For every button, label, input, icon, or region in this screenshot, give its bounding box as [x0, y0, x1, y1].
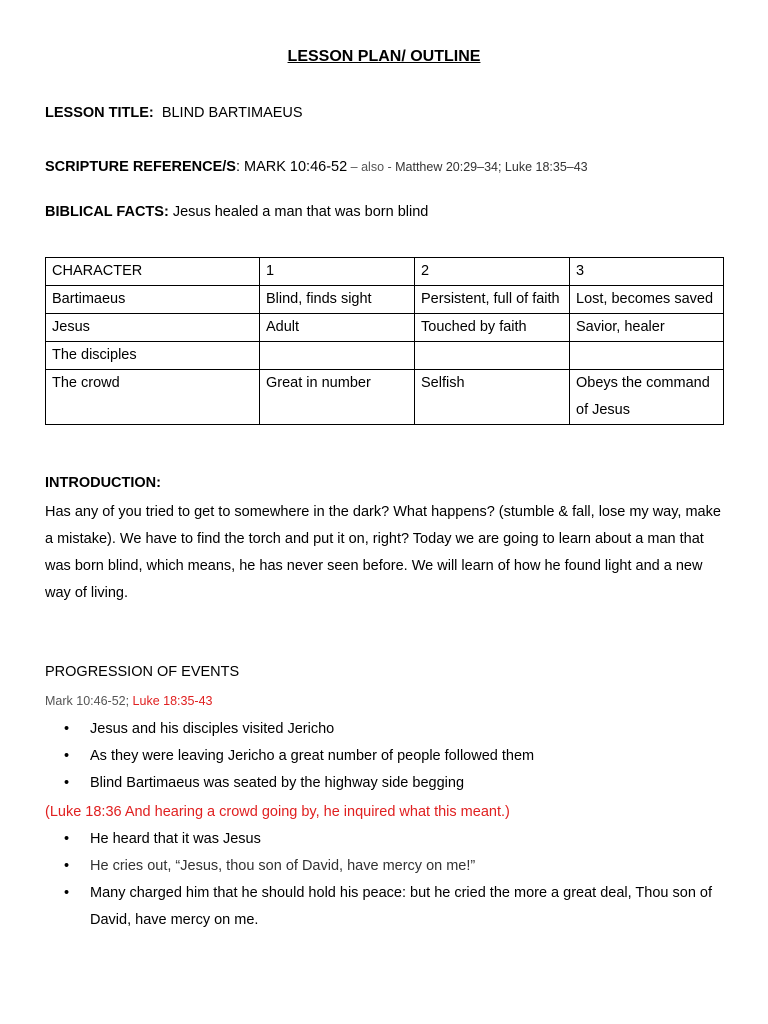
progression-ref-luke: Luke 18:35-43 — [132, 694, 213, 708]
table-cell: Savior, healer — [570, 314, 724, 342]
table-cell — [570, 342, 724, 370]
table-cell: Persistent, full of faith — [415, 286, 570, 314]
introduction-text: Has any of you tried to get to somewhere in the dark? What happens? (stumble & fall, lose my way, make a mistake). We have to find the torch and put it on, right? Today we are going to learn about a man that was born blind, which means, he has never seen before. We will learn of how he found light and a new way of living. — [45, 504, 721, 601]
table-header-row — [46, 258, 724, 286]
introduction-label: INTRODUCTION: — [45, 475, 161, 491]
lesson-title-value: BLIND BARTIMAEUS — [161, 105, 303, 121]
table-header-cell: CHARACTER — [46, 258, 260, 286]
table-row — [46, 314, 724, 342]
list-item-text: He cries out, “Jesus, thou son of David, have mercy on me!” — [90, 858, 476, 874]
table-cell: The crowd — [46, 370, 260, 425]
scripture-value: : MARK 10:46-52 — [235, 159, 348, 175]
list-item-text: Many charged him that he should hold his peace: but he cried the more a great deal, Thou son of David, have mercy on me. — [90, 885, 713, 928]
table-cell: Great in number — [260, 370, 415, 425]
bullet-icon: • — [64, 885, 70, 901]
list-item — [45, 716, 735, 743]
bullet-icon: • — [64, 858, 70, 874]
lesson-title-label: LESSON TITLE: — [45, 105, 154, 121]
table-cell: Adult — [260, 314, 415, 342]
table-cell: Jesus — [46, 314, 260, 342]
bullet-icon: • — [64, 721, 70, 737]
table-cell: Selfish — [415, 370, 570, 425]
table-row — [46, 286, 724, 314]
biblical-facts-label: BIBLICAL FACTS: — [45, 204, 169, 220]
bullet-icon: • — [64, 775, 70, 791]
table-cell — [415, 342, 570, 370]
progression-reference — [45, 694, 212, 708]
bullet-icon: • — [64, 831, 70, 847]
scripture-also: – also - — [347, 160, 396, 174]
list-item-text: He heard that it was Jesus — [90, 831, 261, 847]
events-list-b — [45, 826, 735, 934]
events-list-a — [45, 716, 735, 797]
scripture-label: SCRIPTURE REFERENCE/S — [45, 159, 236, 175]
table-header-cell: 1 — [260, 258, 415, 286]
list-item — [45, 743, 735, 770]
table-cell: Obeys the command of Jesus — [570, 370, 724, 425]
table-row — [46, 342, 724, 370]
table-cell: Touched by faith — [415, 314, 570, 342]
list-item — [45, 770, 735, 797]
table-header-cell: 3 — [570, 258, 724, 286]
list-item-text: As they were leaving Jericho a great number of people followed them — [90, 748, 535, 764]
character-table — [45, 257, 724, 425]
list-item — [45, 880, 735, 934]
red-note: (Luke 18:36 And hearing a crowd going by, he inquired what this meant.) — [45, 804, 510, 820]
lesson-title-line — [45, 105, 303, 121]
table-cell — [260, 342, 415, 370]
scripture-refs: Matthew 20:29–34; Luke 18:35–43 — [395, 160, 588, 174]
list-item — [45, 826, 735, 853]
list-item-text: Blind Bartimaeus was seated by the highway side begging — [90, 775, 465, 791]
biblical-facts-value: Jesus healed a man that was born blind — [172, 204, 429, 220]
list-item — [45, 853, 735, 880]
table-header-cell: 2 — [415, 258, 570, 286]
progression-heading: PROGRESSION OF EVENTS — [45, 664, 240, 680]
list-item-text: Jesus and his disciples visited Jericho — [90, 721, 335, 737]
scripture-line — [45, 159, 588, 175]
table-cell: Bartimaeus — [46, 286, 260, 314]
biblical-facts-line — [45, 204, 428, 220]
table-cell: The disciples — [46, 342, 260, 370]
page-title: LESSON PLAN/ OUTLINE — [287, 48, 481, 65]
progression-ref-mark: Mark 10:46-52; — [45, 694, 133, 708]
table-row — [46, 370, 724, 425]
table-cell: Blind, finds sight — [260, 286, 415, 314]
bullet-icon: • — [64, 748, 70, 764]
table-cell: Lost, becomes saved — [570, 286, 724, 314]
